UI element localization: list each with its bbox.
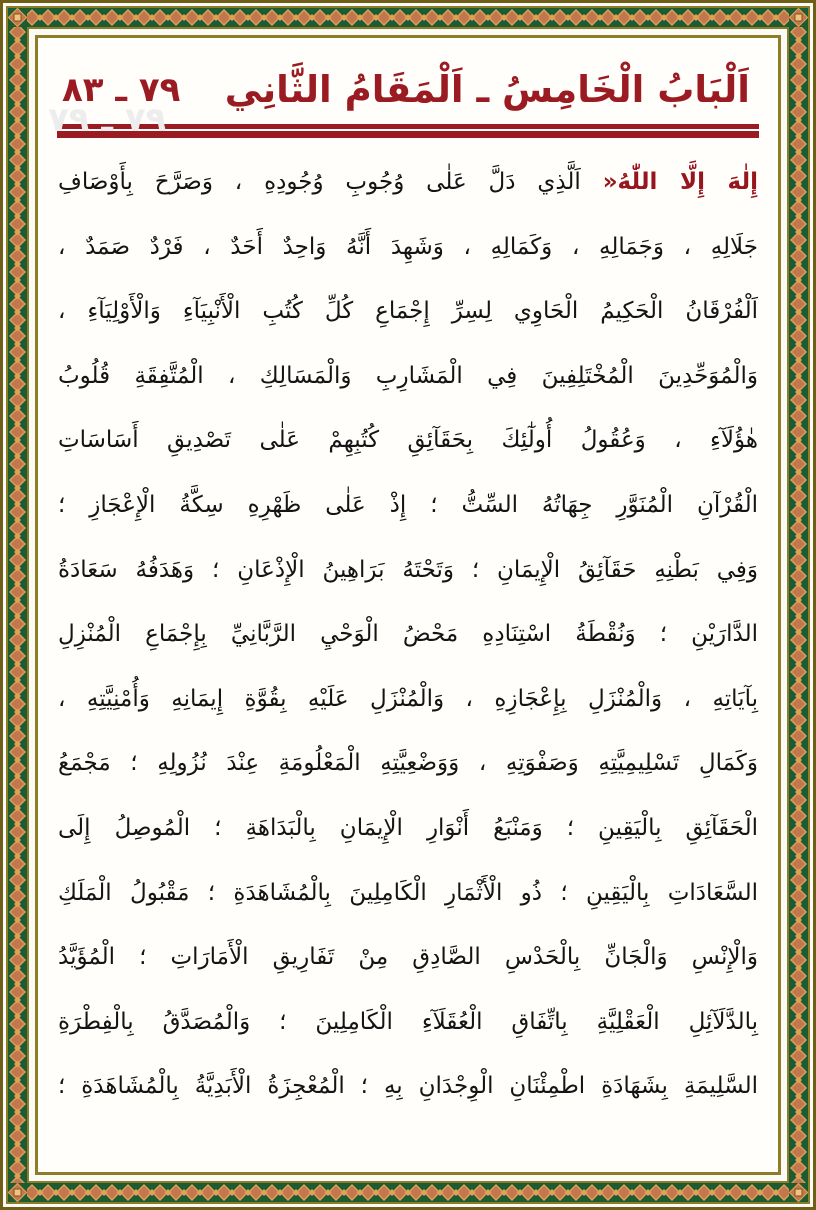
arabic-text-line: بِآيَاتِهِ ، وَالْمُنْزَلِ بِإِعْجَازِهِ ، وَالْمُنْزَلِ عَلَيْهِ بِقُوَّةِ إِيمَانِهِ وَأُمْنِيَّتِهِ ، [58, 685, 758, 712]
arabic-text-line: وَالْمُوَحِّدِينَ الْمُخْتَلِفِينَ فِي الْمَشَارِبِ وَالْمَسَالِكِ ، الْمُتَّفِقَةِ قُلُوبُ [58, 362, 758, 389]
corner-ornament-icon [8, 8, 27, 27]
opening-phrase: إِلٰهَ إِلَّا اللّٰهُ« [602, 169, 759, 196]
arabic-text-line: وَالْإِنْسِ وَالْجَانِّ بِالْحَدْسِ الصَّادِقِ مِنْ تَفَارِيقِ الْأَمَارَاتِ ؛ الْمُؤَيَّدُ [58, 944, 758, 971]
arabic-text-line: هٰؤُلَآءِ ، وَعُقُولُ أُولٰٓئِكَ بِحَقَآئِقِ كُتُبِهِمْ عَلٰى تَصْدِيقِ أَسَاسَاتِ [58, 427, 758, 454]
body-text [58, 150, 758, 1119]
arabic-text-line: الْقُرْآنِ الْمُنَوَّرِ جِهَاتُهُ السِّتُّ ؛ إِذْ عَلٰى ظَهْرِهِ سِكَّةُ الْإِعْجَازِ ؛ [58, 492, 758, 519]
chapter-header [62, 66, 750, 114]
ornament-border-left [8, 8, 27, 1202]
arabic-text-line: السَّعَادَاتِ بِالْيَقِينِ ؛ ذُو الْأَثْمَارِ الْكَامِلِينَ بِالْمُشَاهَدَةِ ؛ مَقْبُولُ الْمَلَكِ [58, 879, 758, 906]
ornament-frame [6, 6, 810, 1204]
page-range: ٧٩ ـ ٨٣ [62, 70, 181, 111]
chapter-title: اَلْبَابُ الْخَامِسُ ـ اَلْمَقَامُ الثَّانِي [224, 68, 750, 111]
corner-ornament-icon [789, 8, 808, 27]
arabic-text-line: وَكَمَالِ تَسْلِيمِيَّتِهِ وَصَفْوَتِهِ ، وَوَضْعِيَّتِهِ الْمَعْلُومَةِ عِنْدَ نُزُولِهِ ؛ مَجْمَعُ [58, 750, 758, 777]
arabic-text-line [58, 150, 758, 215]
corner-ornament-icon [789, 1183, 808, 1202]
frame-gap [27, 27, 789, 1183]
arabic-text-line: الدَّارَيْنِ ؛ وَنُقْطَةُ اسْتِنَادِهِ مَحْضُ الْوَحْيِ الرَّبَّانِيِّ بِإِجْمَاعِ الْمُنْزِلِ [58, 621, 758, 648]
arabic-text-line: الْحَقَآئِقِ بِالْيَقِينِ ؛ وَمَنْبَعُ أَنْوَارِ الْإِيمَانِ بِالْبَدَاهَةِ ؛ الْمُوصِلُ إِلَى [58, 815, 758, 842]
ornament-border-bottom [8, 1183, 808, 1202]
arabic-text-line: السَّلِيمَةِ بِشَهَادَةِ اطْمِئْنَانِ الْوِجْدَانِ بِهِ ؛ الْمُعْجِزَةُ الْأَبَدِيَّةُ بِالْمُشَاهَدَةِ ؛ [58, 1073, 758, 1100]
ornament-border-top [8, 8, 808, 27]
page-content [35, 35, 781, 1175]
line-continuation: اَلَّذِي دَلَّ عَلٰى وُجُوبِ وُجُودِهِ ، وَصَرَّحَ بِأَوْصَافِ [58, 169, 581, 196]
arabic-text-line: اَلْفُرْقَانُ الْحَكِيمُ الْحَاوِي لِسِرِّ إِجْمَاعِ كُلِّ كُتُبِ الْأَنْبِيَآءِ وَالْأَوْلِيَآءِ ، [58, 298, 758, 325]
arabic-text-line: بِالدَّلَآئِلِ الْعَقْلِيَّةِ بِاتِّفَاقِ الْعُقَلَآءِ الْكَامِلِينَ ؛ وَالْمُصَدَّقُ بِالْفِطْرَةِ [58, 1008, 758, 1035]
arabic-text-line: وَفِي بَطْنِهِ حَقَآئِقُ الْإِيمَانِ ؛ وَتَحْتَهُ بَرَاهِينُ الْإِذْعَانِ ؛ وَهَدَفُهُ سَعَادَةُ [58, 556, 758, 583]
ghost-page-numbers: ٧٩ ـ ٧٩ [48, 100, 167, 140]
ornament-border-right [789, 8, 808, 1202]
arabic-text-line: جَلَالِهِ ، وَجَمَالِهِ ، وَكَمَالِهِ ، وَشَهِدَ أَنَّهُ وَاحِدٌ أَحَدٌ ، فَرْدٌ صَمَدٌ ، [58, 233, 758, 260]
corner-ornament-icon [8, 1183, 27, 1202]
